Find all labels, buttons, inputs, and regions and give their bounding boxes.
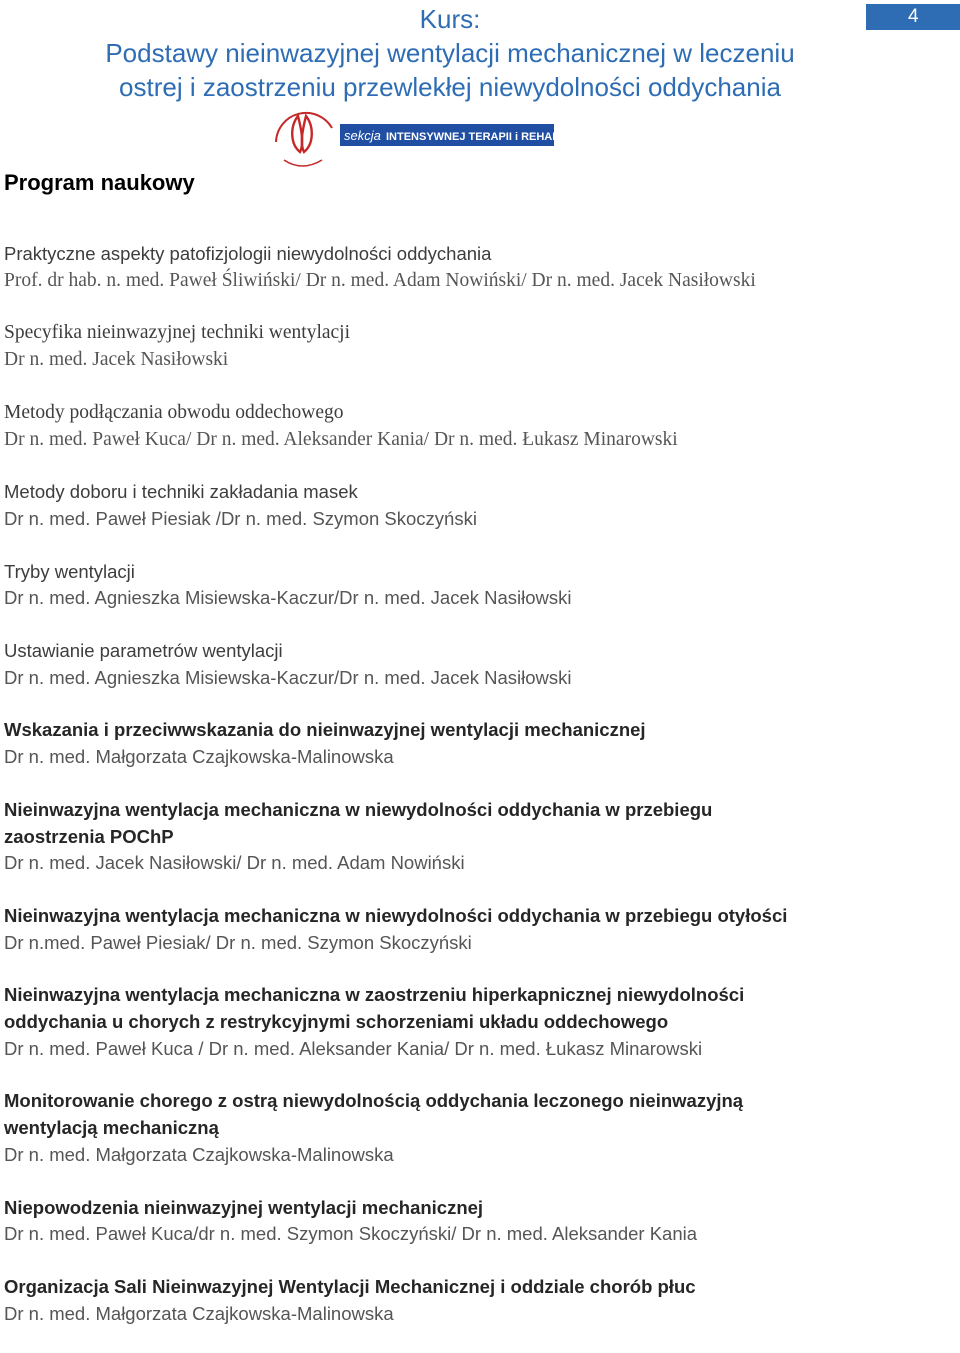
page-number: 4 [908,6,919,27]
program-item [4,717,934,770]
program-item [4,797,934,877]
item-title: Niepowodzenia nieinwazyjnej wentylacji mechanicznej [4,1196,484,1218]
item-title: Wskazania i przeciwwskazania do nieinwazyjnej wentylacji mechanicznej [4,719,646,741]
item-authors: Dr n. med. Paweł Piesiak /Dr n. med. Szymon Skoczyński [4,507,477,529]
item-title: Metody podłączania obwodu oddechowego [4,401,344,423]
program-item [4,1195,934,1248]
course-header [60,2,840,104]
logos [268,104,604,176]
banner-text: INTENSYWNEJ TERAPII i REHABILITACJI [386,131,604,143]
item-title: Specyfika nieinwazyjnej techniki wentylacji [4,322,351,344]
program-item [4,320,934,373]
item-title: Tryby wentylacji [4,560,135,582]
page-number-badge [866,4,960,30]
item-authors: Dr n. med. Paweł Kuca/dr n. med. Szymon Skoczyński/ Dr n. med. Aleksander Kania [4,1223,698,1245]
program-item [4,982,934,1062]
item-title: Organizacja Sali Nieinwazyjnej Wentylacji Mechanicznej i oddziale chorób płuc [4,1275,696,1297]
item-title: Ustawianie parametrów wentylacji [4,640,283,662]
item-title: Metody doboru i techniki zakładania masek [4,481,358,503]
item-title: Nieinwazyjna wentylacja mechaniczna w niewydolności oddychania w przebiegu otyłości [4,904,788,926]
item-authors: Dr n. med. Paweł Kuca / Dr n. med. Aleksander Kania/ Dr n. med. Łukasz Minarowski [4,1037,703,1059]
item-authors: Dr n. med. Paweł Kuca/ Dr n. med. Aleksander Kania/ Dr n. med. Łukasz Minarowski [4,428,678,450]
program-item [4,638,934,691]
program-item [4,903,934,956]
item-title: Monitorowanie chorego z ostrą niewydolnością oddychania leczonego nieinwazyjną wentylacją mechaniczną [4,1090,744,1139]
society-logo-svg [268,104,604,176]
item-authors: Dr n. med. Agnieszka Misiewska-Kaczur/Dr n. med. Jacek Nasiłowski [4,587,572,609]
course-label: Kurs: [419,4,481,34]
program-item [4,559,934,612]
item-title: Nieinwazyjna wentylacja mechaniczna w niewydolności oddychania w przebiegu zaostrzenia POChP [4,798,713,847]
program-item [4,241,934,294]
program-item [4,1274,934,1327]
item-authors: Dr n. med. Małgorzata Czajkowska-Malinowska [4,746,394,768]
program-title: Program naukowy [4,170,195,195]
banner-prefix: sekcja [344,128,381,143]
program-item [4,479,934,532]
item-authors: Dr n. med. Małgorzata Czajkowska-Malinowska [4,1143,394,1165]
item-authors: Dr n. med. Jacek Nasiłowski/ Dr n. med. Adam Nowiński [4,852,465,874]
item-authors: Dr n. med. Małgorzata Czajkowska-Malinowska [4,1302,394,1324]
item-authors: Prof. dr hab. n. med. Paweł Śliwiński/ Dr n. med. Adam Nowiński/ Dr n. med. Jacek Nasiłowski [4,269,756,291]
item-authors: Dr n. med. Jacek Nasiłowski [4,349,229,371]
society-seal-icon [276,113,332,166]
program-sections [4,241,934,1353]
item-title: Praktyczne aspekty patofizjologii niewydolności oddychania [4,243,492,264]
program-item [4,1088,934,1168]
course-title-line-2: ostrej i zaostrzeniu przewlekłej niewydolności oddychania [119,72,781,102]
item-title: Nieinwazyjna wentylacja mechaniczna w zaostrzeniu hiperkapnicznej niewydolności oddychania u chorych z restrykcyjnymi schorzeniami układu oddechowego [4,984,745,1033]
item-authors: Dr n.med. Paweł Piesiak/ Dr n. med. Szymon Skoczyński [4,931,472,953]
program-item [4,400,934,453]
item-authors: Dr n. med. Agnieszka Misiewska-Kaczur/Dr n. med. Jacek Nasiłowski [4,666,572,688]
course-title-line-1: Podstawy nieinwazyjnej wentylacji mechanicznej w leczeniu [105,38,795,68]
